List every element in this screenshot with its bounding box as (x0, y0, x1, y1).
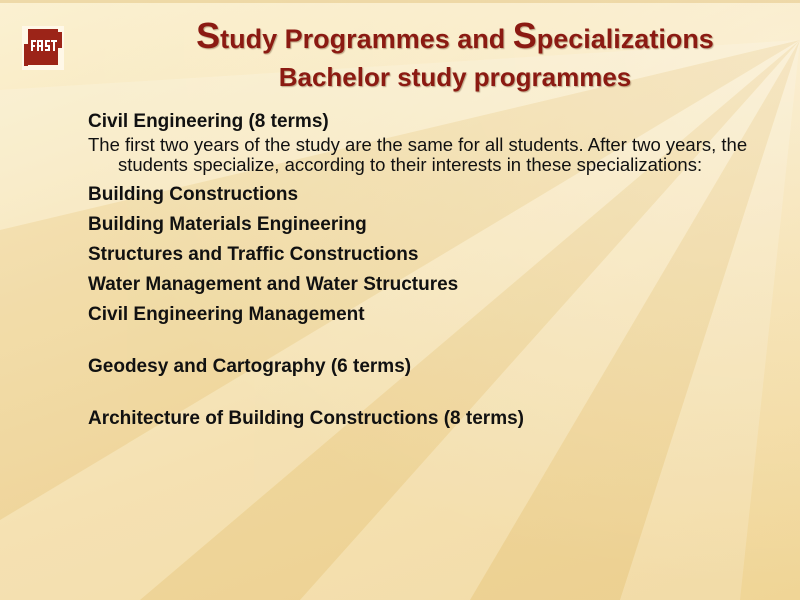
specialization-item: Building Constructions (88, 184, 299, 205)
title-initial-letter: S (196, 15, 221, 56)
title-text-part-1: tudy Programmes and (220, 24, 513, 54)
title-text-part-2: pecializations (536, 24, 714, 54)
programme-heading: Civil Engineering (8 terms) (88, 111, 329, 132)
slide-title (120, 15, 790, 56)
programme-architecture: Architecture of Building Constructions (8 terms) (88, 408, 524, 429)
slide-subtitle: Bachelor study programmes (278, 62, 632, 92)
programme-geodesy: Geodesy and Cartography (6 terms) (88, 356, 412, 377)
slide-content (88, 111, 768, 438)
specialization-item: Structures and Traffic Constructions (88, 244, 419, 265)
faculty-logo (22, 26, 64, 70)
specialization-item: Civil Engineering Management (88, 304, 365, 325)
specialization-item: Water Management and Water Structures (88, 274, 459, 295)
specialization-item: Building Materials Engineering (88, 214, 367, 235)
title-second-initial: S (512, 15, 537, 56)
intro-paragraph: The first two years of the study are the same for all students. After two years, the students specialize, according to their interests in these specializations: (88, 134, 748, 175)
